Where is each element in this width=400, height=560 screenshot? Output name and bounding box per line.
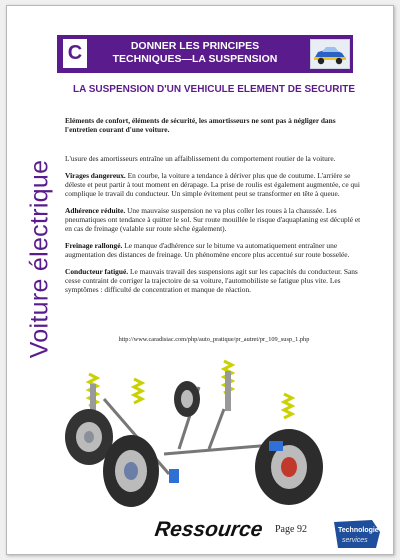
logo-line1: Technologie bbox=[338, 527, 379, 534]
car-thumbnail-image bbox=[310, 39, 350, 69]
chapter-title bbox=[91, 40, 299, 66]
page-number: Page 92 bbox=[275, 524, 307, 535]
side-banner bbox=[25, 154, 55, 364]
item-paragraph bbox=[65, 267, 363, 294]
side-banner-label: Voiture électrique bbox=[25, 159, 54, 359]
item-text: En courbe, la voiture a tendance à dériver plus que de coutume. L'arrière se déleste et peut partir à tout moment en dérapage. La prise de roulis est également augmentée, ce qui complique le travail du conducteur. Un simple évitement peut se transformer en tête à queue. bbox=[65, 171, 360, 198]
usure-paragraph: L'usure des amortisseurs entraîne un affaiblissement du comportement routier de la voiture. bbox=[65, 154, 336, 163]
technologie-services-logo bbox=[332, 518, 384, 550]
chapter-title-line2: TECHNIQUES—LA SUSPENSION bbox=[112, 53, 278, 65]
item-text: Le manque d'adhérence sur le bitume va automatiquement entraîner une augmentation des distances de freinage. Un phénomène encore plus accentué sur route bosselée. bbox=[65, 241, 350, 259]
chapter-header bbox=[57, 35, 353, 73]
item-paragraph bbox=[65, 206, 363, 233]
item-text: Une mauvaise suspension ne va plus coller les roues à la chaussée. Les pneumatiques ont tendance à quitter le sol. Sur route mouillée le risque d'aquaplaning est décuplé et en cas de freinage (valable sur route sèche également). bbox=[65, 206, 361, 233]
source-link[interactable]: http://www.caradisiac.com/php/auto_pratique/pr_autret/pr_109_susp_1.php bbox=[118, 336, 310, 343]
item-term: Conducteur fatigué. bbox=[65, 267, 129, 276]
resource-label: Ressource bbox=[153, 518, 265, 541]
item-term: Virages dangereux. bbox=[65, 171, 126, 180]
item-term: Freinage rallongé. bbox=[65, 241, 123, 250]
item-term: Adhérence réduite. bbox=[65, 206, 126, 215]
intro-paragraph: Eléments de confort, éléments de sécurité, les amortisseurs ne sont pas à négliger dans l'entretien courant d'une voiture. bbox=[65, 116, 336, 134]
section-title: LA SUSPENSION D'UN VEHICULE ELEMENT DE SECURITE bbox=[72, 84, 356, 95]
chapter-title-line1: DONNER LES PRINCIPES bbox=[130, 40, 260, 52]
logo-line2: services bbox=[342, 537, 368, 544]
item-paragraph bbox=[65, 171, 363, 198]
document-page bbox=[6, 5, 394, 555]
suspension-illustration bbox=[59, 349, 345, 519]
chapter-badge: C bbox=[63, 39, 87, 68]
item-text: Le mauvais travail des suspensions agit sur les capacités du conducteur. Sans cesse contraint de corriger la trajectoire de sa voiture, l'automobiliste se fatigue plus vite. Les symptômes : difficulté de concentration et manque de réaction. bbox=[65, 267, 358, 294]
article-body bbox=[65, 116, 363, 302]
item-paragraph bbox=[65, 241, 363, 259]
